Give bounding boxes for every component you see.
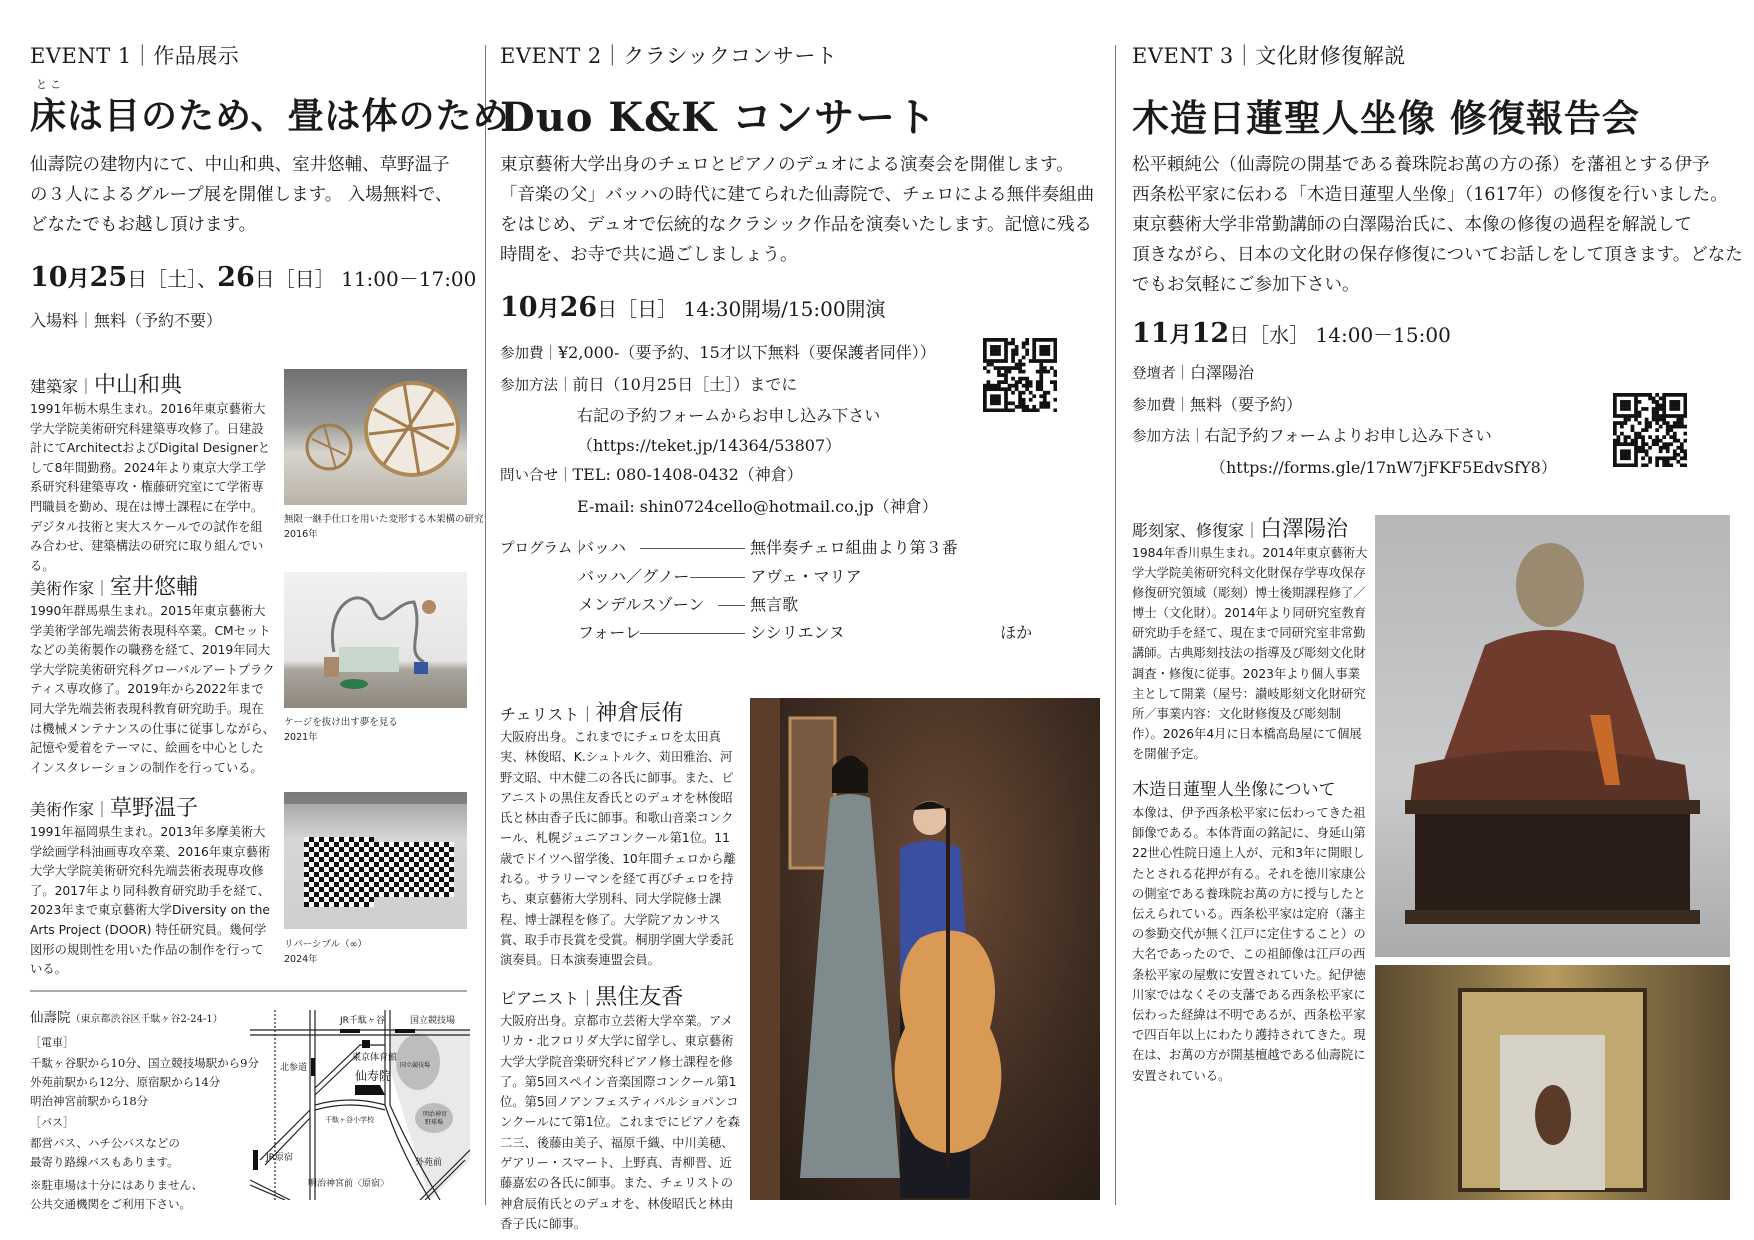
restorer-bio: 1984年香川県生まれ。2014年東京藝術大学大学院美術研究科文化財保存学専攻保存修復研究領域（彫刻）博士後期課程修了／博士（文化財）。2014年より同研究室教育研究助手を経て、現在まで同研究室非常勤講師。古典彫刻技法の指導及び彫刻文化財調査・修復に従事。2023年より個人事業主として開業（屋号：讃岐彫刻文化財研究所／事業内容：文化財修復及び彫刻制作）。2026年4月に日本橋高島屋にて個展を開催予定。 bbox=[1132, 546, 1368, 761]
about-heading: 木造日蓮聖人坐像について bbox=[1132, 780, 1336, 800]
artwork-photo-wooden-spheres bbox=[284, 369, 467, 505]
wooden-sphere-illustration bbox=[284, 369, 467, 505]
reservation-link[interactable]: （https://forms.gle/17nW7jFKF5EdvSfY8） bbox=[1210, 457, 1557, 477]
program-item: バッハ／グノー アヴェ・マリア bbox=[578, 567, 862, 586]
artwork-photo-checkered bbox=[284, 792, 467, 929]
event3-title: 木造日蓮聖人坐像 修復報告会 bbox=[1132, 96, 1640, 140]
qr-code-icon[interactable] bbox=[1613, 393, 1687, 467]
artist-heading: 美術作家｜草野温子 bbox=[30, 796, 199, 821]
performer-heading: チェリスト｜神倉辰侑 bbox=[500, 701, 684, 726]
performer-heading: ピアニスト｜黒住友香 bbox=[500, 985, 684, 1010]
nichiren-statue-photo bbox=[1375, 515, 1730, 957]
map-label: JR千駄ヶ谷 bbox=[340, 1016, 385, 1026]
artwork-caption: リバーシブル（∞） 2024年 bbox=[284, 939, 368, 965]
map-label: 北参道 bbox=[280, 1063, 308, 1073]
artwork-caption: 無限一継手仕口を用いた変形する木架構の研究 2016年 bbox=[284, 514, 484, 540]
installation-illustration bbox=[284, 572, 467, 708]
program-list bbox=[500, 534, 1032, 647]
program-item: プログラム｜バッハ 無伴奏チェロ組曲より第３番 bbox=[500, 538, 958, 557]
event2-details: 参加費｜¥2,000-（要予約、15才以下無料（要保護者同伴）） 参加方法｜前日（10月25日［土］）までに 右記の予約フォームからお申し込み下さい （https://teket.jp/14364/53807） 問い合せ｜TEL: 080-1408-0432（神倉） E-mail: shin0724cello@hotmail.co.jp（神倉） bbox=[500, 338, 938, 521]
column-divider bbox=[1115, 45, 1116, 1205]
map-label: 外苑前 bbox=[415, 1158, 443, 1168]
map-label: 千駄ヶ谷小学校 bbox=[325, 1116, 374, 1124]
shrine-photo bbox=[1375, 965, 1730, 1200]
map-label: 仙寿院 bbox=[355, 1069, 392, 1083]
about-text: 本像は、伊予西条松平家に伝わってきた祖師像である。本体背面の銘記に、身延山第22世心性院日遠上人が、元和3年に開眼したとされる花押が有る。それを徳川家康公の側室である養珠院お萬の方に授与したと伝えられている。西条松平家は定府（藩主の参勤交代が無く江戸に定住すること）の大名であったので、この祖師像は江戸の西条松平家の屋敷に安置されていた。紀伊徳川家ではなくその支藩である西条松平家に伝わった経緯は不明であるが、西条松平家で四百年以上にわたり護持されてきた。現在は、お萬の方が開基檀越である仙壽院に安置されている。 bbox=[1132, 806, 1366, 1083]
event1-date: 10月25日［土］、26日［日］ 11:00－17:00 bbox=[30, 262, 477, 293]
program-item: メンデルスゾーン 無言歌 bbox=[578, 595, 799, 614]
event2-description: 東京藝術大学出身のチェロとピアノのデュオによる演奏会を開催します。 「音楽の父」バッハの時代に建てられた仙壽院で、チェロによる無伴奏組曲 をはじめ、デュオで伝統的なクラシック作品を演奏いたします。記憶に残る 時間を、お寺で共に過ごしましょう。 bbox=[500, 155, 1095, 265]
artist-heading: 美術作家｜室井悠輔 bbox=[30, 575, 199, 600]
title-ruby: とこ bbox=[36, 78, 64, 91]
artist-bio: 1991年福岡県生まれ。2013年多摩美術大学絵画学科油画専攻卒業、2016年東京藝術大学大学院美術研究科先端芸術表現専攻修了。2017年より同科教育研究助手を経て、2023年まで東京藝術大学Diversity on the Arts Project (DOOR) 特任研究員。幾何学図形の規則性を用いた作品の制作を行っている。 bbox=[30, 825, 271, 977]
restorer-heading: 彫刻家、修復家｜白澤陽治 bbox=[1132, 517, 1349, 542]
event3-details: 登壇者｜白澤陽治 参加費｜無料（要予約） 参加方法｜右記予約フォームよりお申し込み下さい （https://forms.gle/17nW7jFKF5EdvSfY8） bbox=[1132, 358, 1557, 482]
program-item: フォーレ シシリエンヌ ほか bbox=[578, 623, 1033, 642]
event1-header: EVENT 1｜作品展示 bbox=[30, 44, 240, 68]
map-label: JR原宿 bbox=[266, 1153, 293, 1163]
artwork-photo-installation bbox=[284, 572, 467, 708]
checkered-sculpture-illustration bbox=[284, 792, 467, 929]
map-label: 国立競技場 bbox=[400, 1062, 431, 1069]
desc-line: どなたでもお越し頂けます。 bbox=[30, 215, 257, 235]
map-label: 明治神宮 bbox=[423, 1111, 448, 1118]
access-map bbox=[250, 1010, 470, 1200]
access-info: 仙壽院（東京都渋谷区千駄ヶ谷2-24-1） ［電車］ 千駄ヶ谷駅から10分、国立競技場駅から9分 外苑前駅から12分、原宿駅から14分 明治神宮前駅から18分 ［バス］ 都営バス、ハチ公バスなどの 最寄り路線バスもあります。 ※駐車場は十分にはありません、 公共交通機関をご利用下さい。 bbox=[30, 1010, 259, 1211]
map-label: 東京体育館 bbox=[352, 1053, 398, 1063]
artist-bio: 1990年群馬県生まれ。2015年東京藝術大学美術学部先端芸術表現科卒業。CMセットなどの美術製作の職務を経て、2019年同大学大学院美術研究科グローバルアートプラクティス専攻修了。2019年から2022年まで同大学先端芸術表現科教育研究助手。現在は機械メンテナンスの仕事に従事しながら、記憶や愛着をテーマに、絵画を中心としたインスタレーションの制作を行っている。 bbox=[30, 604, 275, 775]
performer-bio: 大阪府出身。これまでにチェロを太田真実、林俊昭、K.シュトルク、苅田雅治、河野文昭、中木健二の各氏に師事。また、ピアニストの黒住友香氏とのデュオを林俊昭氏と林由香子氏に師事。和歌山音楽コンクール、札幌ジュニアコンクール第1位。11歳でドイツへ留学後、10年間チェロから離れる。サラリーマンを経て再びチェロを持ち、東京藝術大学別科、同大学院修士課程、博士課程を修了。大学院アカンサス賞、取手市長賞を受賞。桐朋学園大学委託演奏員。日本演奏連盟会員。 bbox=[500, 730, 736, 968]
event1-fee: 入場料｜無料（予約不要） bbox=[30, 311, 223, 330]
artist-bio: 1991年栃木県生まれ。2016年東京藝術大学大学院美術研究科建築専攻修了。日建設計にてArchitectおよびDigital Designerとして8年間勤務。2024年より東京大学工学系研究科建築専攻・権藤研究室にて学術専門職員を勤め、現在は博士課程に在学中。デジタル技術と実大スケールでの試作を組み合わせ、建築構法の研究に取り組んでいる。 bbox=[30, 402, 271, 573]
shrine-illustration bbox=[1375, 965, 1730, 1200]
artwork-caption: ケージを抜け出す夢を見る 2021年 bbox=[284, 717, 398, 743]
venue-address: （東京都渋谷区千駄ヶ谷2-24-1） bbox=[70, 1014, 223, 1025]
event2-header: EVENT 2｜クラシックコンサート bbox=[500, 44, 838, 68]
artist-heading: 建築家｜中山和典 bbox=[30, 373, 183, 398]
contact-email[interactable]: E-mail: shin0724cello@hotmail.co.jp（神倉） bbox=[577, 496, 938, 516]
event3-header: EVENT 3｜文化財修復解説 bbox=[1132, 44, 1406, 68]
event2-date: 10月26日［日］ 14:30開場/15:00開演 bbox=[500, 292, 886, 323]
map-label: 野球場 bbox=[425, 1119, 444, 1126]
duo-performers-photo bbox=[750, 698, 1100, 1200]
statue-illustration bbox=[1375, 515, 1730, 957]
duo-illustration bbox=[750, 698, 1100, 1200]
desc-line: 仙壽院の建物内にて、中山和典、室井悠輔、草野温子 bbox=[30, 155, 450, 175]
column-divider bbox=[485, 45, 486, 1205]
reservation-link[interactable]: （https://teket.jp/14364/53807） bbox=[577, 435, 842, 455]
qr-code-icon[interactable] bbox=[983, 338, 1057, 412]
event2-title: Duo K&K コンサート bbox=[500, 94, 937, 141]
map-label: 国立競技場 bbox=[410, 1016, 456, 1026]
section-divider bbox=[30, 990, 467, 992]
event3-date: 11月12日［水］ 14:00－15:00 bbox=[1132, 318, 1451, 349]
event1-title: 床は目のため、畳は体のため bbox=[30, 95, 510, 137]
event1-description bbox=[30, 150, 485, 240]
desc-line: の３人によるグループ展を開催します。 入場無料で、 bbox=[30, 185, 453, 205]
map-label: 明治神宮前〈原宿〉 bbox=[308, 1179, 390, 1189]
performer-bio: 大阪府出身。京都市立芸術大学卒業。アメリカ・北フロリダ大学に留学し、東京藝術大学大学院音楽研究科ピアノ修士課程を修了。第5回スペイン音楽国際コンクール第1位。第5回ノアンフェスティバルショパンコンクールにて第1位。これまでにピアノを森二三、後藤由美子、福原千織、中川美穂、ゲアリー・スマート、上野真、青柳晋、近藤嘉宏の各氏に師事。また、チェリストの神倉辰侑氏とのデュオを、林俊昭氏と林由香子氏に師事。 bbox=[500, 1014, 740, 1231]
event3-description: 松平頼純公（仙壽院の開基である養珠院お萬の方の孫）を藩祖とする伊予 西条松平家に伝わる「木造日蓮聖人坐像」（1617年）の修復を行いました。 東京藝術大学非常勤講師の白澤陽治氏に、本像の修復の過程を解説して 頂きながら、日本の文化財の保存修復についてお話しをして頂きます。どなた でもお気軽にご参加下さい。 bbox=[1132, 155, 1743, 295]
venue-name: 仙壽院 bbox=[30, 1010, 71, 1026]
